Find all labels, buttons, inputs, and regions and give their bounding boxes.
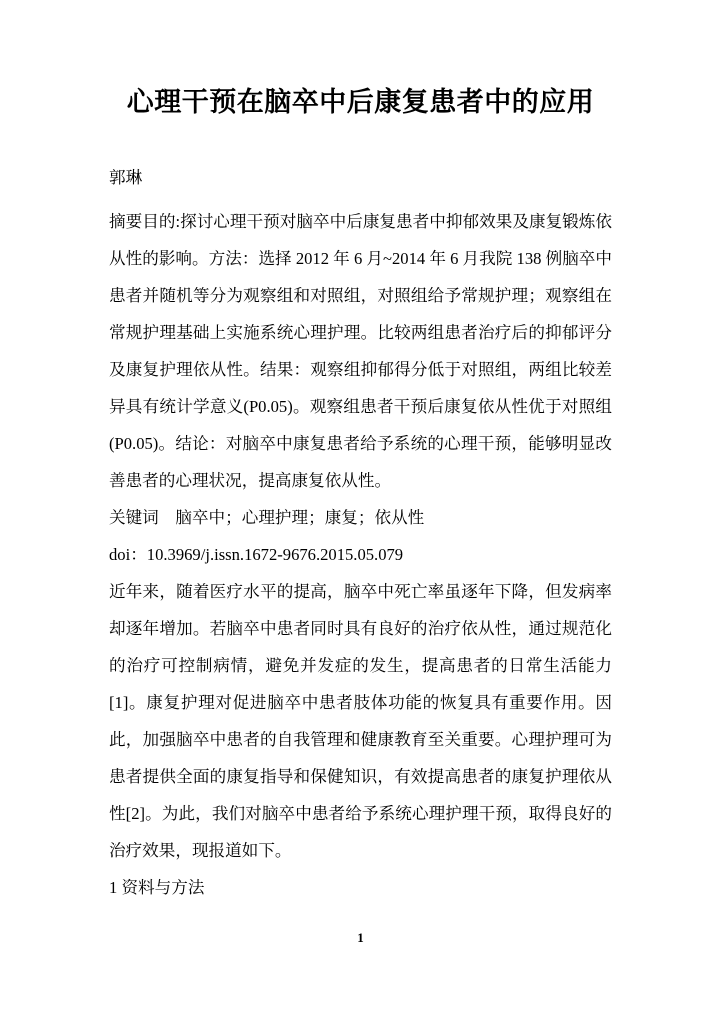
abstract-paragraph: 摘要目的:探讨心理干预对脑卒中后康复患者中抑郁效果及康复锻炼依从性的影响。方法：选择 2012 年 6 月~2014 年 6 月我院 138 例脑卒中患者并随机等分为观察组和对照组，对照组给予常规护理；观察组在常规护理基础上实施系统心理护理。比较两组患者治疗后的抑郁评分及康复护理依从性。结果：观察组抑郁得分低于对照组，两组比较差异具有统计学意义(P0.05)。观察组患者干预后康复依从性优于对照组(P0.05)。结论：对脑卒中康复患者给予系统的心理干预，能够明显改善患者的心理状况，提高康复依从性。 (109, 212, 612, 490)
author-name: 郭琳 (109, 168, 143, 187)
document-body (109, 203, 612, 906)
keywords-line: 关键词 脑卒中；心理护理；康复；依从性 (109, 508, 425, 527)
doi-line: doi：10.3969/j.issn.1672-9676.2015.05.079 (109, 545, 404, 564)
page-number: 1 (357, 930, 364, 945)
intro-paragraph: 近年来，随着医疗水平的提高，脑卒中死亡率虽逐年下降，但发病率却逐年增加。若脑卒中患者同时具有良好的治疗依从性，通过规范化的治疗可控制病情，避免并发症的发生，提高患者的日常生活能力[1]。康复护理对促进脑卒中患者肢体功能的恢复具有重要作用。因此，加强脑卒中患者的自我管理和健康教育至关重要。心理护理可为患者提供全面的康复指导和保健知识，有效提高患者的康复护理依从性[2]。为此，我们对脑卒中患者给予系统心理护理干预，取得良好的治疗效果，现报道如下。 (109, 582, 612, 860)
section-heading: 1 资料与方法 (109, 878, 205, 897)
paper-title: 心理干预在脑卒中后康复患者中的应用 (126, 87, 595, 117)
